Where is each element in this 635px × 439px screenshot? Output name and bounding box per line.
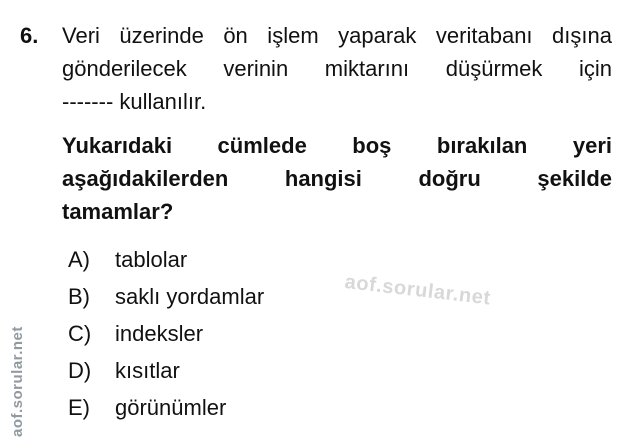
option-b-letter: B) (68, 284, 90, 309)
option-a-label: tablolar (115, 247, 188, 272)
option-b-label: saklı yordamlar (115, 284, 265, 309)
option-d-label: kısıtlar (115, 358, 180, 383)
prompt-line-1: Yukarıdaki cümlede boş bırakılan yeri (62, 133, 612, 158)
stem-line-1: Veri üzerinde ön işlem yaparak veritabanı dışına (62, 23, 612, 48)
watermark-center: aof.sorular.net (343, 271, 492, 310)
stem-line-3: ------- kullanılır. (62, 89, 207, 114)
option-d-letter: D) (68, 358, 92, 383)
stem-line-2: gönderilecek verinin miktarını düşürmek için (62, 56, 612, 81)
option-d (68, 358, 468, 395)
question-stem (62, 19, 612, 118)
prompt-line-3: tamamlar? (62, 199, 174, 224)
option-c-label: indeksler (115, 321, 204, 346)
option-e-label: görünümler (115, 395, 227, 420)
options-list (68, 247, 468, 432)
option-c (68, 321, 468, 358)
option-e (68, 395, 468, 432)
question-number: 6. (20, 23, 39, 48)
option-c-letter: C) (68, 321, 92, 346)
option-e-letter: E) (68, 395, 90, 420)
prompt-line-2: aşağıdakilerden hangisi doğru şekilde (62, 166, 612, 191)
question-prompt (62, 129, 612, 228)
watermark-left-vertical: aof.sorular.net (9, 326, 26, 437)
option-a-letter: A) (68, 247, 90, 272)
